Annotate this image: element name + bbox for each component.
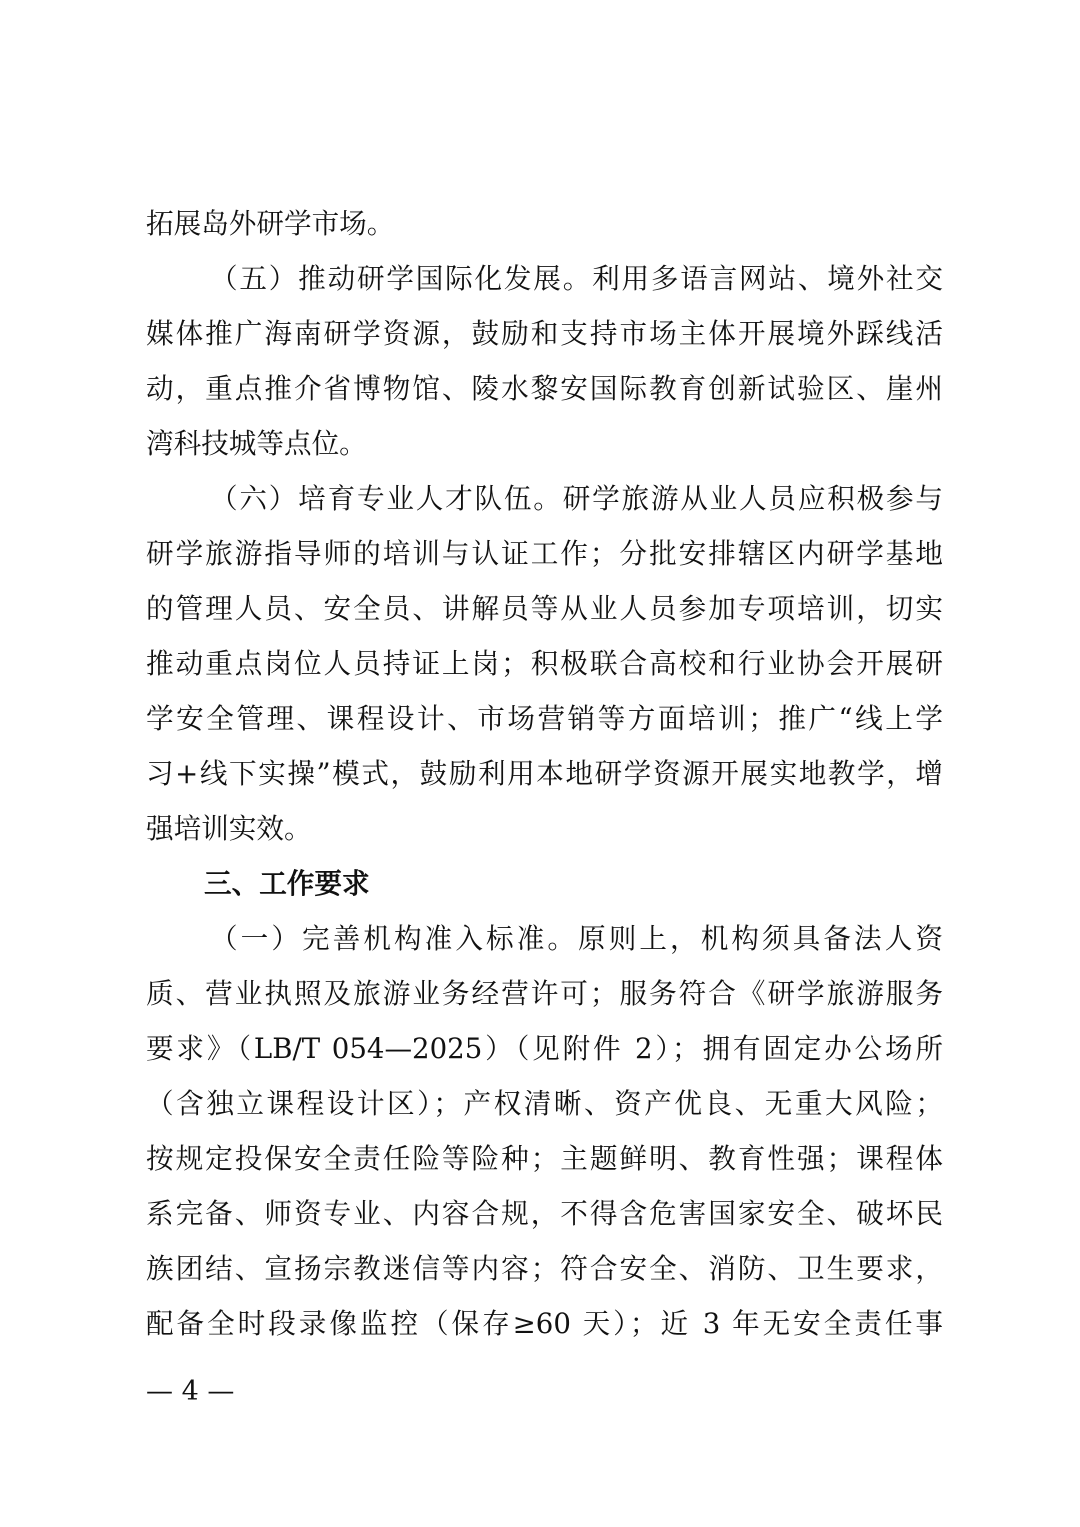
section-heading: 三、工作要求 [204,867,370,900]
text-line: 配备全时段录像监控（保存≥60 天）；近 3 年无安全责任事 [146,1307,943,1340]
paragraph-start-line: （一）完善机构准入标准。原则上，机构须具备法人资 [210,922,943,955]
text-line: 湾科技城等点位。 [146,427,367,460]
paragraph-start-line: （五）推动研学国际化发展。利用多语言网站、境外社交 [210,262,943,295]
text-line: 推动重点岗位人员持证上岗；积极联合高校和行业协会开展研 [146,647,943,680]
text-line: 习+线下实操”模式，鼓励利用本地研学资源开展实地教学，增 [146,757,943,790]
text-line: 学安全管理、课程设计、市场营销等方面培训；推广“线上学 [146,702,943,735]
text-line: 动，重点推介省博物馆、陵水黎安国际教育创新试验区、崖州 [146,372,943,405]
paragraph-start-line: （六）培育专业人才队伍。研学旅游从业人员应积极参与 [210,482,943,515]
text-line: 质、营业执照及旅游业务经营许可；服务符合《研学旅游服务 [146,977,943,1010]
page-number: — 4 — [146,1376,235,1407]
text-line: 媒体推广海南研学资源，鼓励和支持市场主体开展境外踩线活 [146,317,943,350]
text-line: 强培训实效。 [146,812,312,845]
text-line: 族团结、宣扬宗教迷信等内容；符合安全、消防、卫生要求， [146,1252,943,1285]
text-line: 的管理人员、安全员、讲解员等从业人员参加专项培训，切实 [146,592,943,625]
text-line: 按规定投保安全责任险等险种；主题鲜明、教育性强；课程体 [146,1142,943,1175]
text-line: 系完备、师资专业、内容合规，不得含危害国家安全、破坏民 [146,1197,943,1230]
text-line: 要求》（LB/T 054—2025）（见附件 2）；拥有固定办公场所 [146,1032,943,1065]
text-line: （含独立课程设计区）；产权清晰、资产优良、无重大风险； [146,1087,943,1120]
text-line: 研学旅游指导师的培训与认证工作；分批安排辖区内研学基地 [146,537,943,570]
text-line: 拓展岛外研学市场。 [146,207,395,240]
